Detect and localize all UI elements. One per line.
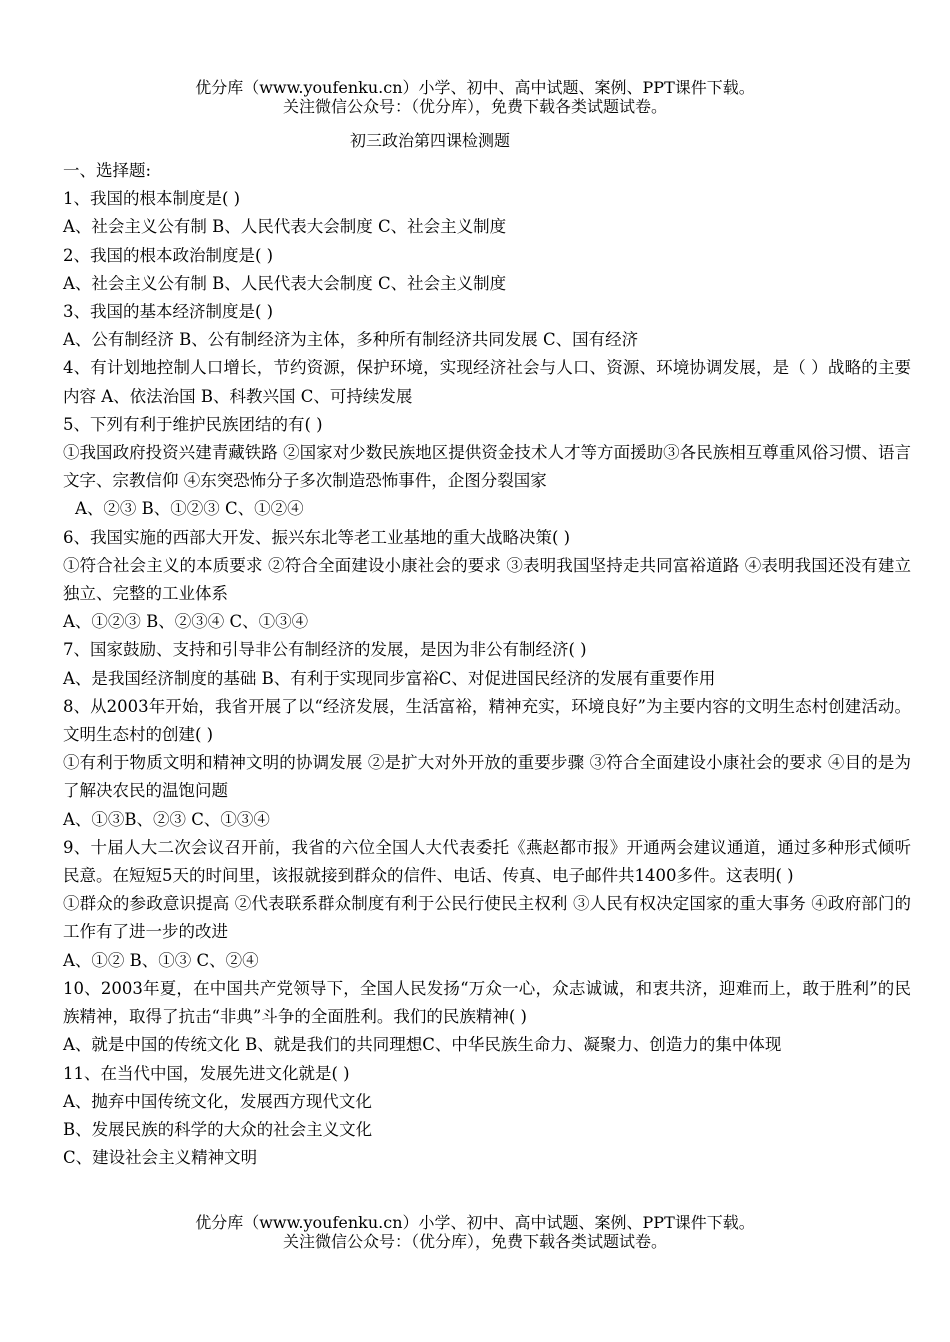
question-7: 7、国家鼓励、支持和引导非公有制经济的发展，是因为非公有制经济( ) bbox=[63, 640, 587, 660]
header-line-1: 优分库（www.youfenku.cn）小学、初中、高中试题、案例、PPT课件下载。 bbox=[195, 78, 755, 97]
options-5: A、②③ B、①②③ C、①②④ bbox=[75, 499, 304, 519]
page-header bbox=[0, 78, 950, 116]
page-title: 初三政治第四课检测题 bbox=[349, 131, 510, 150]
options-8: A、①③B、②③ C、①③④ bbox=[63, 809, 270, 829]
option-11-a: A、抛弃中国传统文化，发展西方现代文化 bbox=[63, 1091, 372, 1111]
question-3: 3、我国的基本经济制度是( ) bbox=[63, 302, 274, 322]
option-11-c: C、建设社会主义精神文明 bbox=[63, 1148, 258, 1168]
question-1: 1、我国的根本制度是( ) bbox=[63, 189, 241, 209]
options-3: A、公有制经济 B、公有制经济为主体，多种所有制经济共同发展 C、国有经济 bbox=[63, 330, 639, 350]
options-1: A、社会主义公有制 B、人民代表大会制度 C、社会主义制度 bbox=[63, 217, 507, 237]
options-7: A、是我国经济制度的基础 B、有利于实现同步富裕C、对促进国民经济的发展有重要作用 bbox=[63, 668, 716, 688]
question-2: 2、我国的根本政治制度是( ) bbox=[63, 245, 274, 265]
options-6: A、①②③ B、②③④ C、①③④ bbox=[63, 612, 309, 632]
options-10: A、就是中国的传统文化 B、就是我们的共同理想C、中华民族生命力、凝聚力、创造力的集中体现 bbox=[63, 1035, 782, 1055]
question-8: 8、从2003年开始，我省开展了以“经济发展，生活富裕，精神充实，环境良好”为主要内容的文明生态村创建活动。文明生态村的创建( ) bbox=[63, 696, 911, 745]
question-10: 10、2003年夏，在中国共产党领导下，全国人民发扬“万众一心，众志诚诚，和衷共济，迎难而上，敢于胜利”的民族精神，取得了抗击“非典”斗争的全面胜利。我们的民族精神( ) bbox=[63, 978, 911, 1027]
question-9: 9、十届人大二次会议召开前，我省的六位全国人大代表委托《燕赵都市报》开通两会建议通道，通过多种形式倾听民意。在短短5天的时间里，该报就接到群众的信件、电话、传真、电子邮件共1400多件。这表明( ) bbox=[63, 837, 911, 886]
footer-line-2: 关注微信公众号：（优分库），免费下载各类试题试卷。 bbox=[282, 1232, 667, 1251]
statements-8: ①有利于物质文明和精神文明的协调发展 ②是扩大对外开放的重要步骤 ③符合全面建设小康社会的要求 ④目的是为了解决农民的温饱问题 bbox=[63, 753, 911, 801]
option-11-b: B、发展民族的科学的大众的社会主义文化 bbox=[63, 1119, 373, 1139]
footer-line-1: 优分库（www.youfenku.cn）小学、初中、高中试题、案例、PPT课件下载。 bbox=[195, 1213, 755, 1232]
question-6: 6、我国实施的西部大开发、振兴东北等老工业基地的重大战略决策( ) bbox=[63, 527, 571, 547]
options-9: A、①② B、①③ C、②④ bbox=[63, 950, 259, 970]
header-line-2: 关注微信公众号：（优分库），免费下载各类试题试卷。 bbox=[282, 97, 667, 116]
section-heading: 一、选择题: bbox=[63, 161, 152, 180]
question-11: 11、在当代中国，发展先进文化就是( ) bbox=[63, 1063, 350, 1083]
statements-6: ①符合社会主义的本质要求 ②符合全面建设小康社会的要求 ③表明我国坚持走共同富裕道路 ④表明我国还没有建立独立、完整的工业体系 bbox=[63, 555, 911, 604]
question-4: 4、有计划地控制人口增长，节约资源，保护环境，实现经济社会与人口、资源、环境协调发展，是（ ）战略的主要内容 A、依法治国 B、科教兴国 C、可持续发展 bbox=[63, 358, 911, 406]
options-2: A、社会主义公有制 B、人民代表大会制度 C、社会主义制度 bbox=[63, 273, 507, 293]
page-footer bbox=[0, 1213, 950, 1251]
question-body bbox=[63, 157, 911, 1172]
question-5: 5、下列有利于维护民族团结的有( ) bbox=[63, 414, 323, 434]
statements-9: ①群众的参政意识提高 ②代表联系群众制度有利于公民行使民主权利 ③人民有权决定国家的重大事务 ④政府部门的工作有了进一步的改进 bbox=[63, 894, 911, 942]
statements-5: ①我国政府投资兴建青藏铁路 ②国家对少数民族地区提供资金技术人才等方面援助③各民族相互尊重风俗习惯、语言文字、宗教信仰 ④东突恐怖分子多次制造恐怖事件，企图分裂国家 bbox=[63, 443, 911, 491]
